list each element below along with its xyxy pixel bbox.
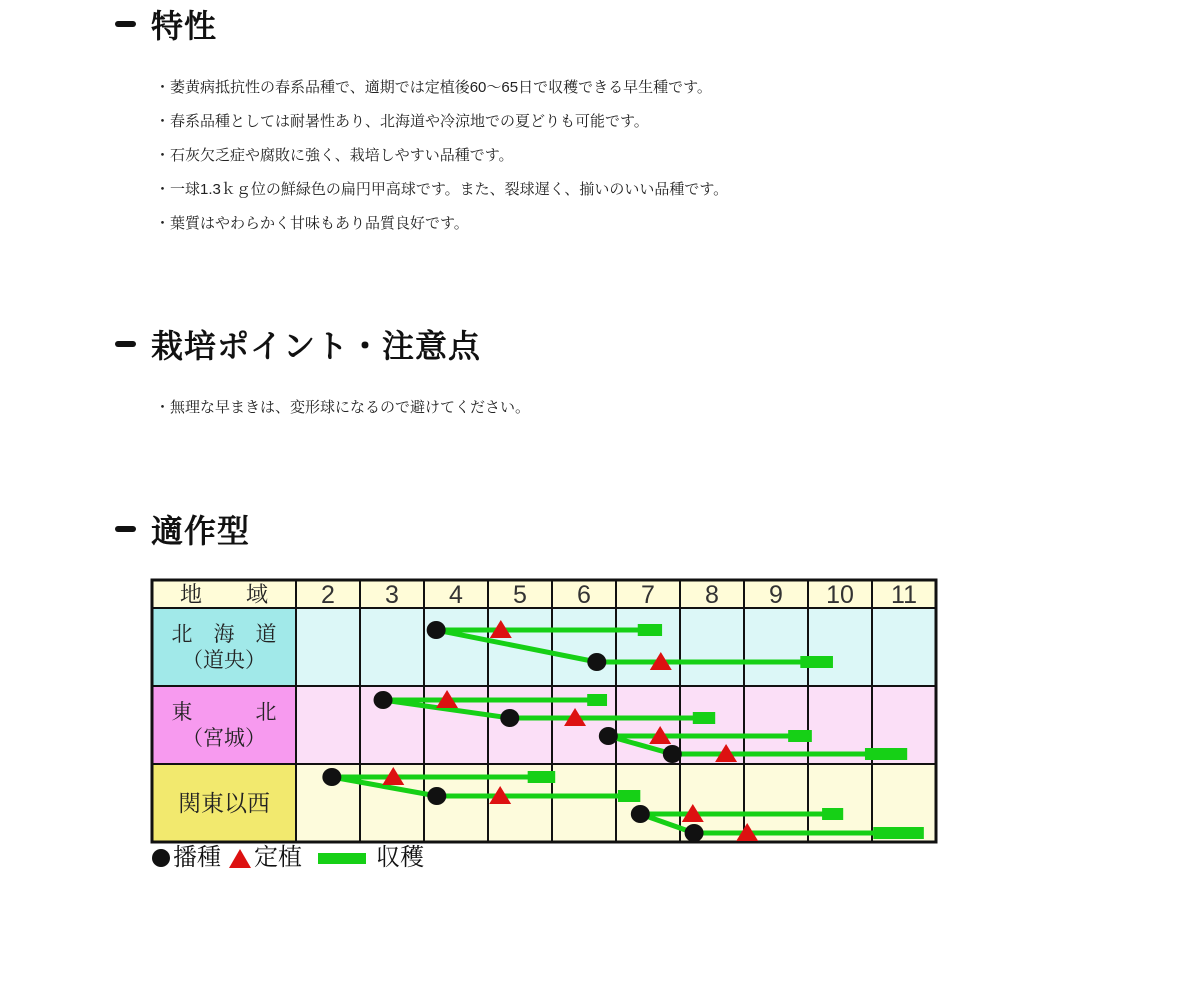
- bullet-item: ・葉質はやわらかく甘味もあり品質良好です。: [155, 215, 469, 232]
- sow-marker: [322, 768, 341, 786]
- sow-marker: [587, 653, 606, 671]
- section-dash-icon: [115, 341, 136, 347]
- month-header-4: 4: [449, 581, 463, 609]
- calendar-legend: [152, 844, 424, 872]
- harvest-bar: [587, 694, 607, 706]
- harvest-legend-icon: [318, 853, 366, 864]
- section-title-cultivation: 栽培ポイント・注意点: [151, 328, 482, 364]
- region-column-header: 地 域: [179, 582, 269, 607]
- harvest-bar: [638, 624, 662, 636]
- sow-legend-icon: [152, 849, 170, 867]
- month-header-11: 11: [891, 581, 917, 609]
- section-characteristics-header: [115, 6, 217, 42]
- sow-marker: [631, 805, 650, 823]
- section-dash-icon: [115, 21, 136, 27]
- harvest-bar: [788, 730, 812, 742]
- region-sublabel-tohoku-miyagi: （宮城）: [182, 727, 266, 750]
- sow-marker: [500, 709, 519, 727]
- region-label-cell-hokkaido-doo: [152, 608, 296, 686]
- bullet-item: ・石灰欠乏症や腐敗に強く、栽培しやすい品種です。: [155, 147, 514, 164]
- month-header-10: 10: [826, 581, 854, 609]
- plant-legend-icon: [229, 849, 251, 868]
- month-header-6: 6: [577, 581, 591, 609]
- crop-calendar-table: [149, 577, 939, 850]
- region-label-hokkaido-doo: 北 海 道: [171, 623, 277, 646]
- harvest-bar: [618, 790, 640, 802]
- crop-calendar-svg: [149, 577, 939, 845]
- month-header-7: 7: [641, 581, 655, 609]
- bullet-item: ・一球1.3ｋｇ位の鮮緑色の扁円甲高球です。また、裂球遅く、揃いのいい品種です。: [155, 181, 729, 198]
- plant-legend-label: 定植: [254, 844, 302, 871]
- calendar-header-bg: [152, 580, 936, 608]
- month-header-8: 8: [705, 581, 719, 609]
- harvest-legend-label: 収穫: [376, 844, 424, 871]
- cultivation-bullet-list: [155, 400, 530, 434]
- bullet-item: ・無理な早まきは、変形球になるので避けてください。: [155, 399, 531, 416]
- section-title-characteristics: 特性: [151, 8, 218, 44]
- region-label-cell-tohoku-miyagi: [152, 686, 296, 764]
- harvest-bar: [873, 827, 924, 839]
- sow-marker: [685, 824, 704, 842]
- region-sublabel-hokkaido-doo: （道央）: [182, 649, 266, 672]
- harvest-bar: [693, 712, 715, 724]
- month-header-2: 2: [321, 581, 335, 609]
- section-cultivation-header: [115, 326, 481, 362]
- region-label-kanto-and-west: 関東以西: [178, 790, 270, 816]
- harvest-bar: [865, 748, 907, 760]
- harvest-bar: [822, 808, 843, 820]
- month-header-3: 3: [385, 581, 399, 609]
- harvest-bar: [800, 656, 833, 668]
- harvest-bar: [528, 771, 556, 783]
- sow-marker: [374, 691, 393, 709]
- month-header-5: 5: [513, 581, 527, 609]
- characteristics-bullet-list: [155, 80, 728, 250]
- sow-marker: [427, 621, 446, 639]
- section-title-calendar: 適作型: [151, 513, 251, 549]
- section-calendar-header: [115, 511, 250, 547]
- section-dash-icon: [115, 526, 136, 532]
- sow-marker: [663, 745, 682, 763]
- month-header-9: 9: [769, 581, 783, 609]
- sow-legend-label: 播種: [173, 844, 221, 871]
- sow-marker: [599, 727, 618, 745]
- sow-marker: [427, 787, 446, 805]
- bullet-item: ・萎黄病抵抗性の春系品種で、適期では定植後60〜65日で収穫できる早生種です。: [155, 79, 712, 96]
- bullet-item: ・春系品種としては耐暑性あり、北海道や冷涼地での夏どりも可能です。: [155, 113, 649, 130]
- region-label-tohoku-miyagi: 東 北: [171, 701, 277, 724]
